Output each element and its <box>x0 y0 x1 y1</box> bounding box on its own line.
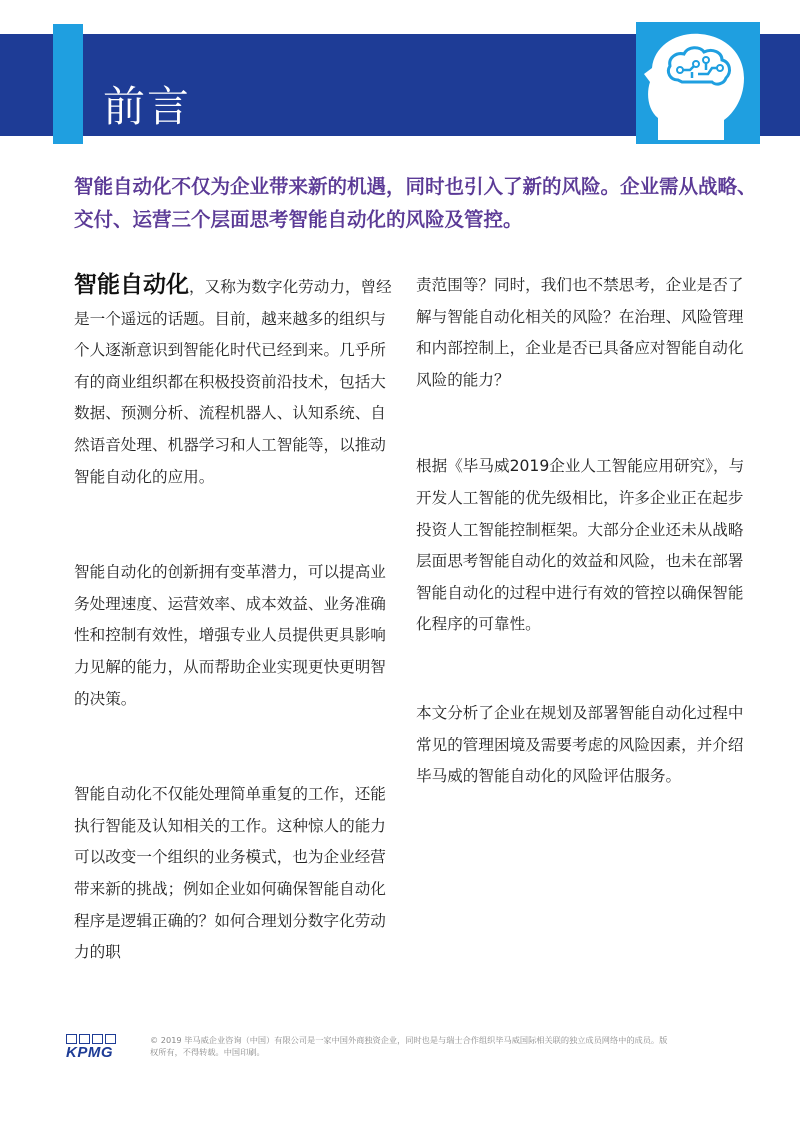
innovation-paragraph: 智能自动化的创新拥有变革潜力，可以提高业务处理速度、运营效率、成本效益、业务准确性和控制有效性，增强专业人员提供更具影响力见解的能力，从而帮助企业实现更快更明智的决策。 <box>74 563 386 708</box>
kpmg-logo-boxes <box>66 1034 116 1044</box>
kpmg-logo-text: KPMG <box>66 1044 113 1061</box>
risk-questions-paragraph: 责范围等？同时，我们也不禁思考，企业是否了解与智能自动化相关的风险？在治理、风险管理和内部控制上，企业是否已具备应对智能自动化风险的能力？ <box>416 276 744 389</box>
lead-term: 智能自动化 <box>74 272 189 298</box>
intro-paragraph <box>74 270 392 493</box>
left-column <box>74 270 392 969</box>
ai-head-circuit-icon <box>636 22 760 144</box>
research-paragraph: 根据《毕马威2019企业人工智能应用研究》，与开发人工智能的优先级相比，许多企业正在起步投资人工智能控制框架。大部分企业还未从战略层面思考智能自动化的效益和风险，也未在部署智能自动化的过程中进行有效的管控以确保智能化程序的可靠性。 <box>416 457 745 634</box>
intro-paragraph-text: ，又称为数字化劳动力，曾经是一个遥远的话题。目前，越来越多的组织与个人逐渐意识到智能化时代已经到来。几乎所有的商业组织都在积极投资前沿技术，包括大数据、预测分析、流程机器人、认知系统、自然语音处理、机器学习和人工智能等，以推动智能自动化的应用。 <box>74 278 392 486</box>
right-column <box>416 270 746 793</box>
page-title: 前言 <box>103 82 192 132</box>
capability-paragraph: 智能自动化不仅能处理简单重复的工作，还能执行智能及认知相关的工作。这种惊人的能力可以改变一个组织的业务模式，也为企业经营带来新的挑战；例如企业如何确保智能自动化程序是逻辑正确的？如何合理划分数字化劳动力的职 <box>74 785 386 962</box>
lead-paragraph: 智能自动化不仅为企业带来新的机遇，同时也引入了新的风险。企业需从战略、交付、运营三个层面思考智能自动化的风险及管控。 <box>74 175 757 231</box>
copyright-notice: © 2019 毕马威企业咨询（中国）有限公司是一家中国外商独资企业，同时也是与瑞士合作组织毕马威国际相关联的独立成员网络中的成员。版权所有，不得转载。中国印刷。 <box>150 1035 668 1057</box>
header-accent-bar <box>53 24 83 144</box>
kpmg-logo <box>66 1034 122 1062</box>
summary-paragraph: 本文分析了企业在规划及部署智能自动化过程中常见的管理困境及需要考虑的风险因素，并介绍毕马威的智能自动化的风险评估服务。 <box>416 703 744 786</box>
